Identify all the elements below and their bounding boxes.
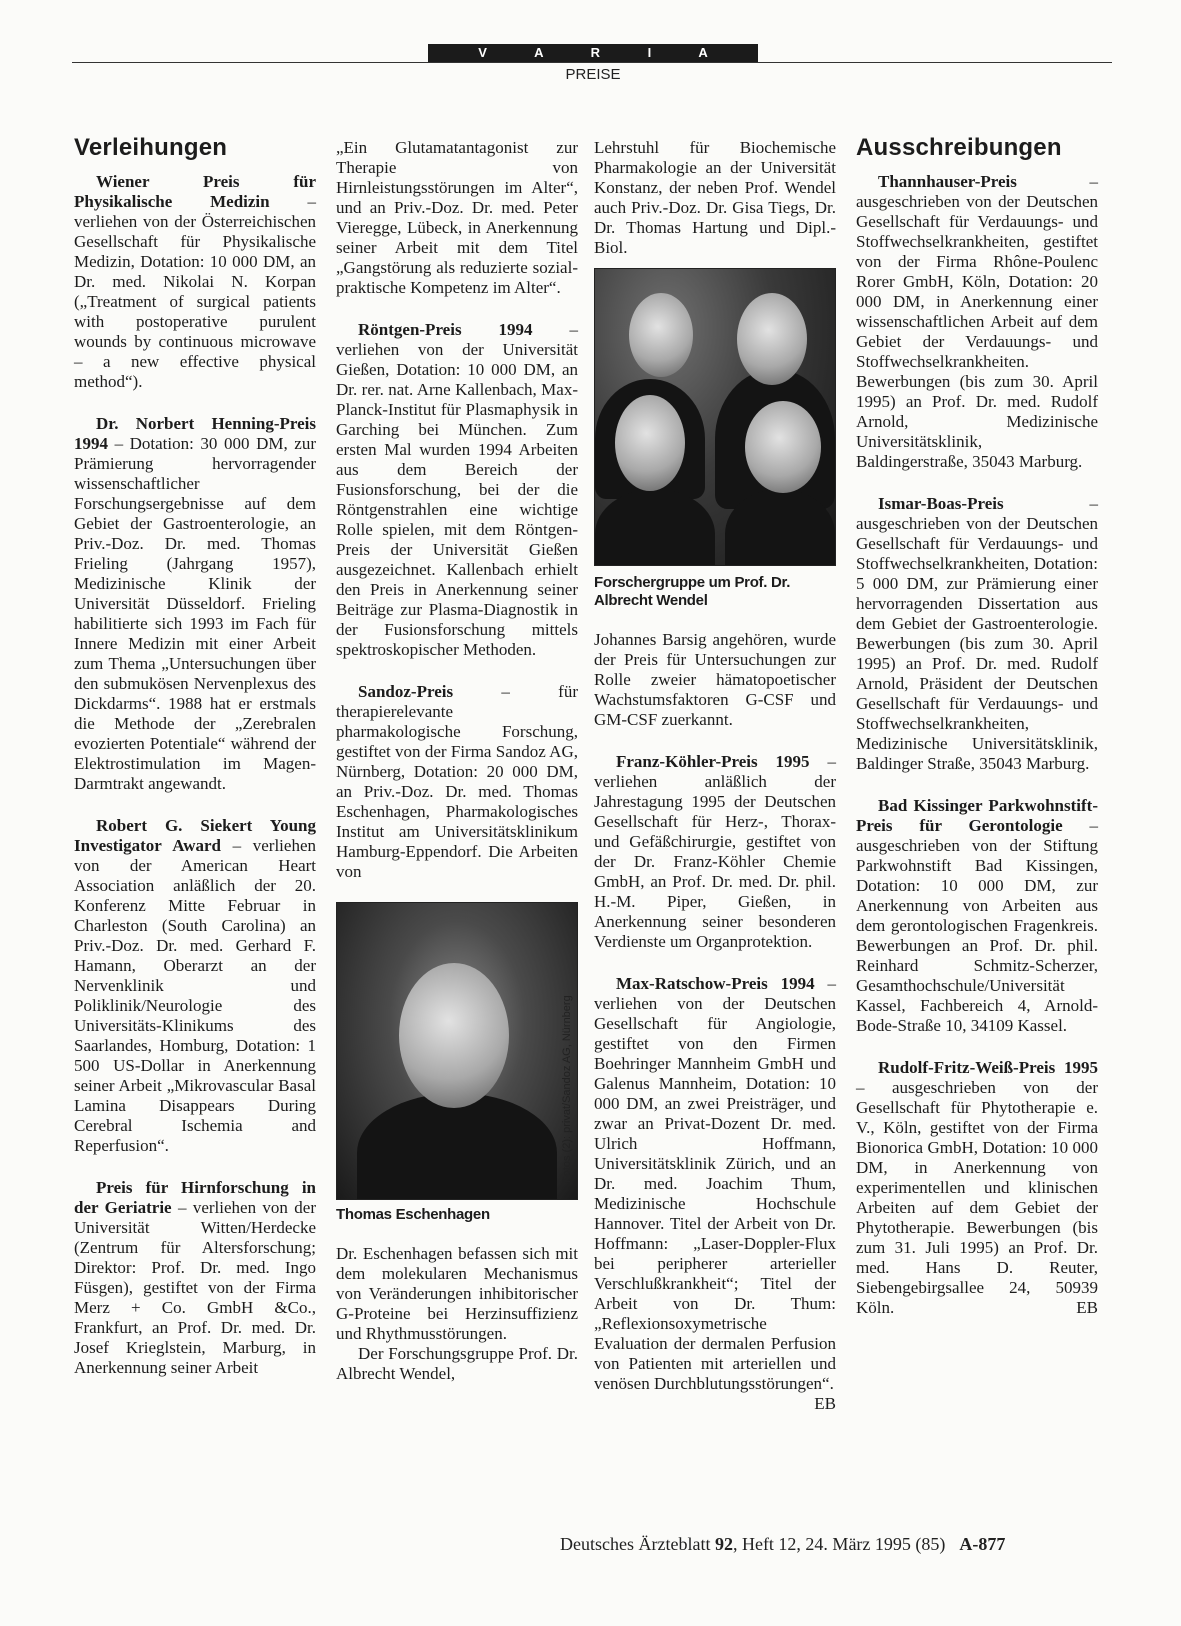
award-text: – verliehen von der American Heart Association anläßlich der 20. Konferenz Mitte Februar in Charleston (South Carolina) an Priv.-Doz. Dr. med. Gerhard F. Hamann, Oberarzt an der Nervenklinik und Poliklinik/Neurologie des Universitäts-Klinikums des Saarlandes, Homburg, Dotation: 1 500 US-Dollar in Anerkennung seiner Arbeit „Mikrovascular Basal Lamina Disappears During Cerebral Ischemia and Reperfusion“.	[74, 836, 316, 1155]
body-paragraph: Johannes Barsig angehören, wurde der Preis für Untersuchungen zur Rolle zweier hämatopoetischer Wachstumsfaktoren G-CSF und GM-CSF zuerkannt.	[594, 630, 836, 729]
continuation-paragraph: Lehrstuhl für Biochemische Pharmakologie an der Universität Konstanz, der neben Prof. Wendel auch Priv.-Doz. Dr. Gisa Tiegs, Dr. Dr. Thomas Hartung und Dipl.-Biol.	[594, 138, 836, 257]
page-footer	[560, 1534, 1080, 1555]
photo-face	[615, 395, 685, 491]
award-name: Dr. Norbert Henning-Preis 1994	[74, 414, 316, 453]
heading-ausschreibungen: Ausschreibungen	[856, 134, 1062, 161]
group-photo	[594, 268, 836, 566]
award-text: – Dotation: 30 000 DM, zur Prämierung hervorragender wissenschaftlicher Forschungsergebnisse auf dem Gebiet der Gastroenterologie, an Priv.-Doz. Dr. med. Thomas Frieling (Jahrgang 1957), Medizinische Klinik der Universität Düsseldorf. Frieling habilitierte sich 1993 im Fach für Innere Medizin mit einer Arbeit zum Thema „Untersuchungen über den submukösen Nervenplexus des Dickdarms“. 1988 hat er erstmals die Methode der „Zerebralen evozierten Potentiale“ während der Elektrostimulation im Magen-Darmtrakt angewandt.	[74, 434, 316, 793]
award-entry	[336, 682, 578, 882]
award-name: Robert G. Siekert Young Investigator Award	[74, 816, 316, 855]
award-entry	[74, 1178, 316, 1378]
prize-text: – ausgeschrieben von der Gesellschaft für Phytotherapie e. V., Köln, gestiftet von der Firma Bionorica GmbH, Dotation: 10 000 DM, in Anerkennung von experimentellen und klinischen Arbeiten auf dem Gebiet der Phytotherapie. Bewerbungen (bis zum 31. Juli 1995) an Prof. Dr. med. Hans D. Reuter, Siebengebirgsallee 24, 50939 Köln.	[856, 1078, 1098, 1317]
award-entry	[594, 752, 836, 952]
award-text: – für therapierelevante pharmakologische Forschung, gestiftet von der Firma Sandoz AG, Nürnberg, Dotation: 20 000 DM, an Priv.-Doz. Dr. med. Thomas Eschenhagen, Pharmakologisches Institut am Universitätsklinikum Hamburg-Eppendorf. Die Arbeiten von	[336, 682, 578, 881]
author-sign: EB	[814, 1394, 836, 1413]
prize-name: Rudolf-Fritz-Weiß-Preis 1995	[878, 1058, 1098, 1077]
heading-verleihungen: Verleihungen	[74, 134, 228, 161]
prize-name: Bad Kissinger Parkwohnstift-Preis für Gerontologie	[856, 796, 1098, 835]
award-name: Preis für Hirnforschung in der Geriatrie	[74, 1178, 316, 1217]
photo-face	[399, 963, 509, 1108]
column-4	[856, 134, 1098, 1340]
body-paragraph: Der Forschungsgruppe Prof. Dr. Albrecht Wendel,	[336, 1344, 578, 1383]
call-entry	[856, 172, 1098, 472]
column-3	[594, 138, 836, 1416]
photo-credit: Fotos (2): privat/Sandoz AG, Nürnberg	[561, 995, 573, 1183]
award-name: Max-Ratschow-Preis 1994	[616, 974, 815, 993]
column-2	[336, 138, 578, 1384]
journal-volume: 92	[714, 1534, 733, 1554]
column-1	[74, 134, 317, 1400]
award-text: – verliehen von der Deutschen Gesellschaft für Angiologie, gestiftet von den Firmen Boehringer Mannheim GmbH und Galenus Mannheim, Dotation: 10 000 DM, an zwei Preisträger, und zwar an Privat-Dozent Dr. med. Ulrich Hoffmann, Universitätsklinik Zürich, und an Dr. med. Joachim Thum, Medizinische Hochschule Hannover. Titel der Arbeit von Dr. Hoffmann: „Laser-Doppler-Flux bei peripherer arterieller Verschlußkrankheit“; Titel der Arbeit von Dr. Thum: „Reflexionsoxymetrische Evaluation der dermalen Perfusion von Patienten mit arteriellen und venösen Durchblutungsstörungen“.	[594, 974, 836, 1393]
body-paragraph: Dr. Eschenhagen befassen sich mit dem molekularen Mechanismus von Veränderungen inhibitorischer G-Proteine bei Herzinsuffizienz und Rhythmusstörungen.	[336, 1244, 578, 1343]
prize-text: – ausgeschrieben von der Stiftung Parkwohnstift Bad Kissingen, Dotation: 10 000 DM, zur Anerkennung von Arbeiten aus dem gerontologischen Fragenkreis. Bewerbungen an Prof. Dr. phil. Reinhard Schmitz-Scherzer, Gesamthochschule/Universität Kassel, Fachbereich 4, Arnold-Bode-Straße 10, 34109 Kassel.	[856, 816, 1098, 1035]
photo-silhouette	[595, 489, 715, 566]
prize-text: – ausgeschrieben von der Deutschen Gesellschaft für Verdauungs- und Stoffwechselkrankheiten, gestiftet von der Firma Rhône-Poulenc Rorer GmbH, Köln, Dotation: 20 000 DM, in Anerkennung einer wissenschaftlichen Arbeit auf dem Gebiet der Verdauungs- und Stoffwechselkrankheiten. Bewerbungen (bis zum 30. April 1995) an Prof. Dr. med. Rudolf Arnold, Medizinische Universitätsklinik, Baldingerstraße, 35043 Marburg.	[856, 172, 1098, 471]
photo-caption: Forschergruppe um Prof. Dr. Albrecht Wendel	[594, 574, 791, 609]
photo-face	[737, 293, 807, 385]
portrait-photo	[336, 902, 578, 1200]
call-entry	[856, 1058, 1098, 1318]
continued-text	[336, 138, 578, 298]
photo-silhouette	[357, 1093, 557, 1200]
prize-name: Thannhauser-Preis	[878, 172, 1017, 191]
award-entry	[74, 816, 316, 1156]
award-name: Franz-Köhler-Preis 1995	[616, 752, 810, 771]
award-entry	[74, 414, 316, 794]
award-name: Wiener Preis für Physikalische Medizin	[74, 172, 316, 211]
header-rule	[72, 62, 1112, 63]
award-text: – verliehen von der Universität Gießen, Dotation: 10 000 DM, an Dr. rer. nat. Arne Kallenbach, Max-Planck-Institut für Plasmaphysik in Garching bei München. Zum ersten Mal wurden 1994 Arbeiten aus dem Bereich der Fusionsforschung, bei der die Röntgenstrahlen eine wichtige Rolle spielen, mit dem Röntgen-Preis der Universität Gießen ausgezeichnet. Kallenbach erhielt den Preis in Anerkennung seiner Beiträge zur Plasma-Diagnostik in der Fusionsforschung mittels spektroskopischer Methoden.	[336, 320, 578, 659]
prize-name: Ismar-Boas-Preis	[878, 494, 1004, 513]
award-name: Röntgen-Preis 1994	[358, 320, 533, 339]
call-entry	[856, 796, 1098, 1036]
author-sign: EB	[1076, 1298, 1098, 1317]
page-number: A-877	[959, 1534, 1006, 1554]
award-text: – verliehen von der Universität Witten/Herdecke (Zentrum für Altersforschung; Direktor: Prof. Dr. med. Ingo Füsgen), gestiftet von der Firma Merz + Co. GmbH &Co., Frankfurt, an Prof. Dr. med. Dr. Josef Krieglstein, Marburg, in Anerkennung seiner Arbeit	[74, 1198, 316, 1377]
journal-issue: , Heft 12, 24. März 1995 (85)	[732, 1534, 946, 1554]
award-entry	[594, 974, 836, 1413]
portrait-figure	[336, 902, 588, 1224]
photo-face	[745, 401, 821, 493]
award-text: – verliehen von der Österreichischen Gesellschaft für Physikalische Medizin, Dotation: 10 000 DM, an Dr. med. Nikolai N. Korpan („Treatment of surgical patients with postoperative purulent wounds by continuous microwave – a new effective physical method“).	[74, 192, 317, 391]
section-banner: V A R I A	[428, 44, 758, 62]
award-entry	[336, 320, 578, 660]
photo-face	[629, 293, 693, 377]
award-text: – verliehen anläßlich der Jahrestagung 1995 der Deutschen Gesellschaft für Herz-, Thorax- und Gefäßchirurgie, gestiftet von der Dr. Franz-Köhler Chemie GmbH, an Prof. Dr. med. Dr. phil. H.-M. Piper, Gießen, in Anerkennung seiner besonderen Verdienste um Organprotektion.	[594, 752, 836, 951]
award-entry	[74, 172, 316, 392]
continuation-paragraph: „Ein Glutamatantagonist zur Therapie von Hirnleistungsstörungen im Alter“, und an Priv.-Doz. Dr. med. Peter Vieregge, Lübeck, in Anerkennung seiner Arbeit mit dem Titel „Gangstörung als reduzierte sozial-praktische Kompetenz im Alter“.	[336, 138, 578, 297]
body-text	[594, 630, 836, 730]
journal-citation: Deutsches Ärzteblatt	[560, 1534, 715, 1554]
prize-text: – ausgeschrieben von der Deutschen Gesellschaft für Verdauungs- und Stoffwechselkrankheiten, Dotation: 5 000 DM, zur Prämierung einer hervorragenden Dissertation aus dem Gebiet der Gastroenterologie. Bewerbungen (bis zum 30. April 1995) an Prof. Dr. med. Rudolf Arnold, Präsident der Deutschen Gesellschaft für Verdauungs- und Stoffwechselkrankheiten, Medizinische Universitätsklinik, Baldinger Straße, 35043 Marburg.	[856, 494, 1098, 773]
award-name: Sandoz-Preis	[358, 682, 454, 701]
subsection-label: PREISE	[565, 66, 621, 83]
call-entry	[856, 494, 1098, 774]
photo-caption: Thomas Eschenhagen	[336, 1206, 490, 1223]
